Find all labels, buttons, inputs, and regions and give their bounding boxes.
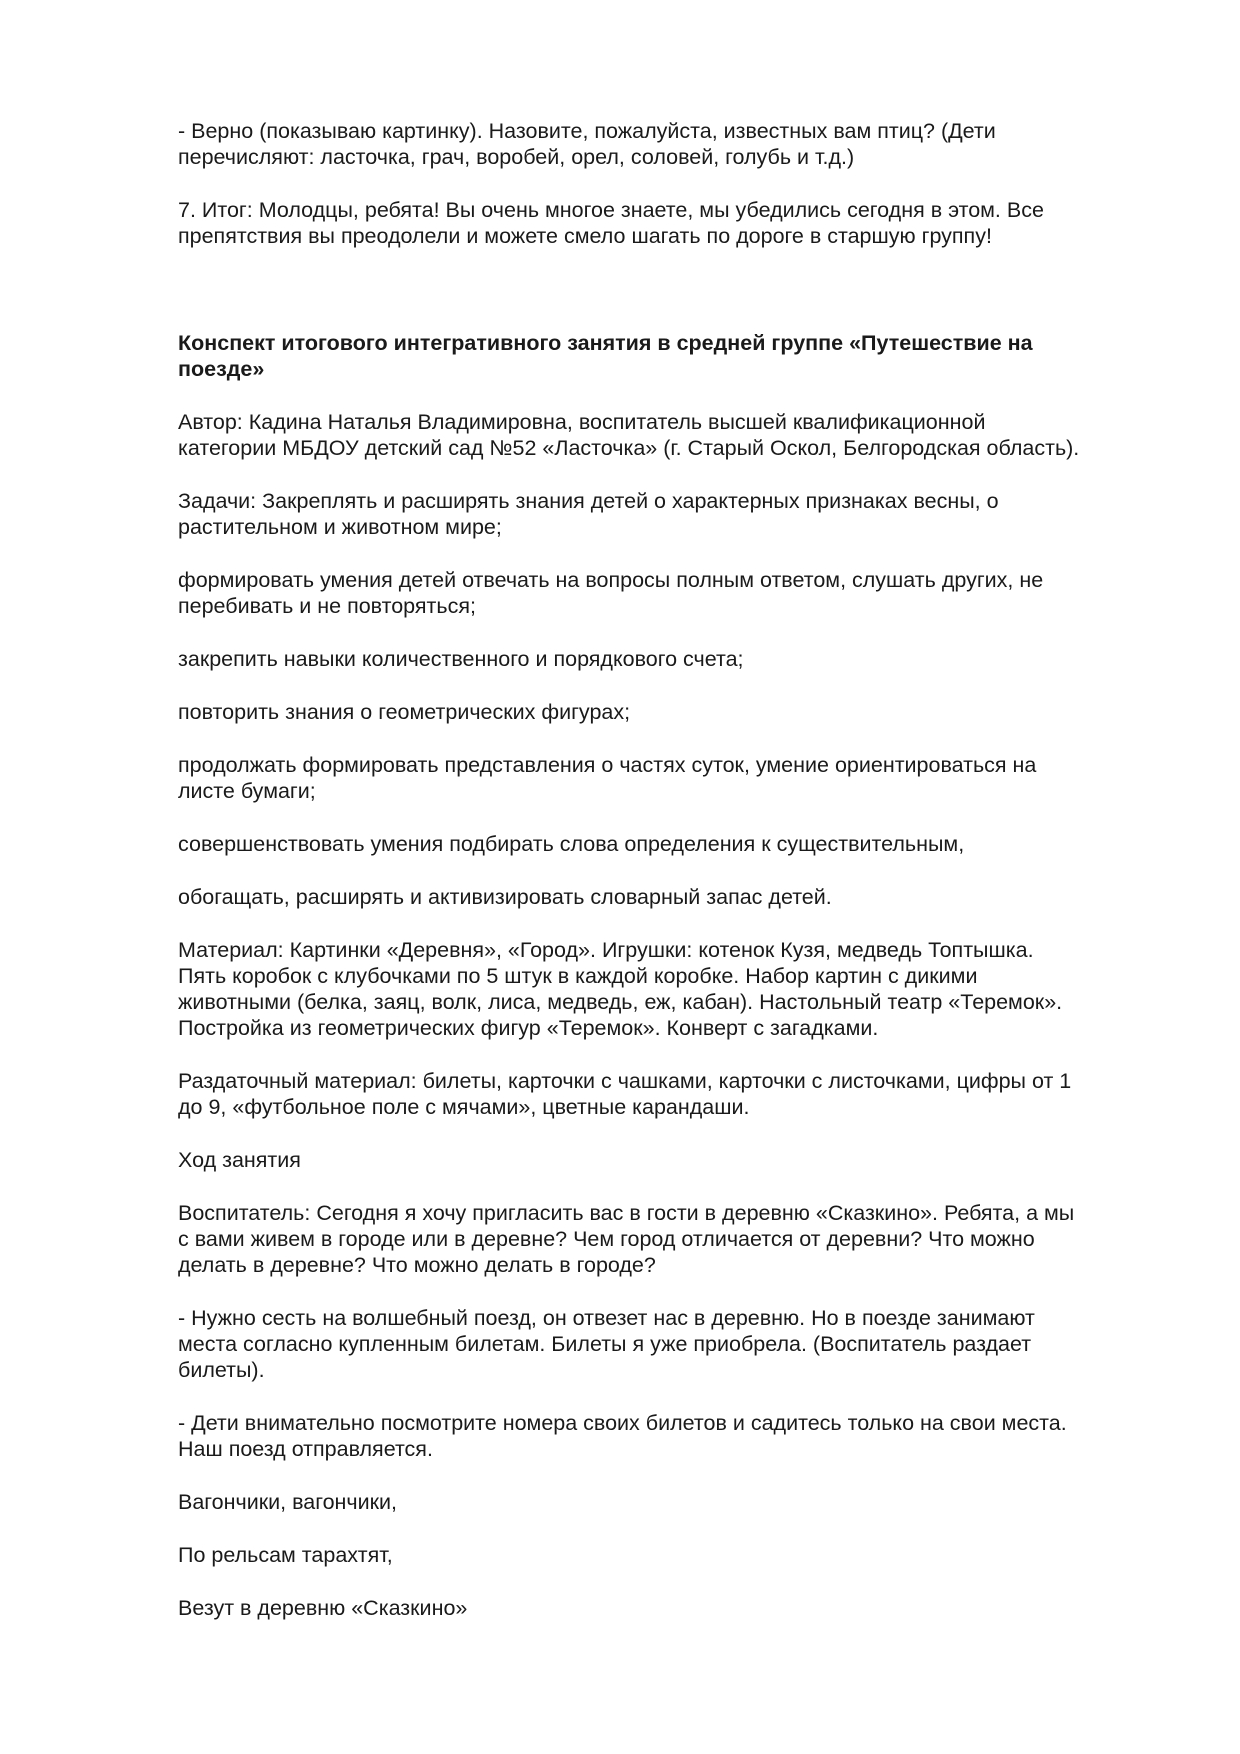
text-line: 7. Итог: Молодцы, ребята! Вы очень многое знаете, мы убедились сегодня в этом. Все	[178, 198, 1044, 222]
text-line: до 9, «футбольное поле с мячами», цветные карандаши.	[178, 1095, 750, 1119]
text-line: Пять коробок с клубочками по 5 штук в каждой коробке. Набор картин с дикими	[178, 964, 978, 988]
text-line: категории МБДОУ детский сад №52 «Ласточка» (г. Старый Оскол, Белгородская область).	[178, 436, 1080, 460]
text-line: формировать умения детей отвечать на вопросы полным ответом, слушать других, не	[178, 568, 1044, 592]
section-spacer	[178, 276, 1138, 330]
text-line: Задачи: Закреплять и расширять знания детей о характерных признаках весны, о	[178, 489, 999, 513]
paragraph-train-tickets	[178, 1305, 1138, 1383]
paragraph-lesson-heading	[178, 1147, 1138, 1173]
text-line: Автор: Кадина Наталья Владимировна, воспитатель высшей квалификационной	[178, 410, 986, 434]
text-line: Раздаточный материал: билеты, карточки с чашками, карточки с листочками, цифры от 1	[178, 1069, 1072, 1093]
text-line: - Дети внимательно посмотрите номера своих билетов и садитесь только на свои места.	[178, 1411, 1067, 1435]
text-line: места согласно купленным билетам. Билеты я уже приобрела. (Воспитатель раздает	[178, 1332, 1032, 1356]
poem-line-3	[178, 1595, 1138, 1621]
text-line: делать в деревне? Что можно делать в городе?	[178, 1253, 656, 1277]
text-line: Вагончики, вагончики,	[178, 1490, 398, 1514]
text-line: продолжать формировать представления о частях суток, умение ориентироваться на	[178, 753, 1037, 777]
text-line: перечисляют: ласточка, грач, воробей, орел, соловей, голубь и т.д.)	[178, 145, 855, 169]
text-line: Ход занятия	[178, 1148, 301, 1172]
text-line: животными (белка, заяц, волк, лиса, медведь, еж, кабан). Настольный театр «Теремок».	[178, 990, 1063, 1014]
paragraph-task-answers	[178, 567, 1138, 619]
paragraph-author	[178, 409, 1138, 461]
paragraph-task-vocabulary	[178, 884, 1138, 910]
text-line: Воспитатель: Сегодня я хочу пригласить вас в гости в деревню «Сказкино». Ребята, а мы	[178, 1201, 1075, 1225]
title-line: поезде»	[178, 357, 265, 381]
text-line: растительном и животном мире;	[178, 515, 502, 539]
text-line: - Нужно сесть на волшебный поезд, он отвезет нас в деревню. Но в поезде занимают	[178, 1306, 1035, 1330]
section-title	[178, 330, 1138, 382]
paragraph-task-shapes	[178, 699, 1138, 725]
poem-line-1	[178, 1489, 1138, 1515]
paragraph-handout	[178, 1068, 1138, 1120]
paragraph-tasks	[178, 488, 1138, 540]
text-line: листе бумаги;	[178, 779, 316, 803]
paragraph-material	[178, 937, 1138, 1041]
text-line: Везут в деревню «Сказкино»	[178, 1596, 468, 1620]
text-line: с вами живем в городе или в деревне? Чем город отличается от деревни? Что можно	[178, 1227, 1035, 1251]
text-line: повторить знания о геометрических фигурах;	[178, 700, 631, 724]
poem-line-2	[178, 1542, 1138, 1568]
paragraph-teacher-intro	[178, 1200, 1138, 1278]
paragraph-task-daytime	[178, 752, 1138, 804]
text-line: закрепить навыки количественного и порядкового счета;	[178, 647, 744, 671]
text-line: билеты).	[178, 1358, 265, 1382]
paragraph-train-departs	[178, 1410, 1138, 1462]
paragraph-task-counting	[178, 646, 1138, 672]
text-line: Наш поезд отправляется.	[178, 1437, 433, 1461]
text-line: совершенствовать умения подбирать слова определения к существительным,	[178, 832, 965, 856]
text-line: Постройка из геометрических фигур «Теремок». Конверт с загадками.	[178, 1016, 879, 1040]
paragraph-task-words	[178, 831, 1138, 857]
text-line: Материал: Картинки «Деревня», «Город». Игрушки: котенок Кузя, медведь Топтышка.	[178, 938, 1034, 962]
text-line: перебивать и не повторяться;	[178, 594, 476, 618]
text-line: По рельсам тарахтят,	[178, 1543, 393, 1567]
paragraph-summary	[178, 197, 1138, 249]
text-line: препятствия вы преодолели и можете смело шагать по дороге в старшую группу!	[178, 224, 992, 248]
paragraph-birds-question	[178, 118, 1138, 170]
title-line: Конспект итогового интегративного занятия в средней группе «Путешествие на	[178, 331, 1033, 355]
text-line: - Верно (показываю картинку). Назовите, пожалуйста, известных вам птиц? (Дети	[178, 119, 996, 143]
text-line: обогащать, расширять и активизировать словарный запас детей.	[178, 885, 832, 909]
document-body	[178, 118, 1138, 1648]
